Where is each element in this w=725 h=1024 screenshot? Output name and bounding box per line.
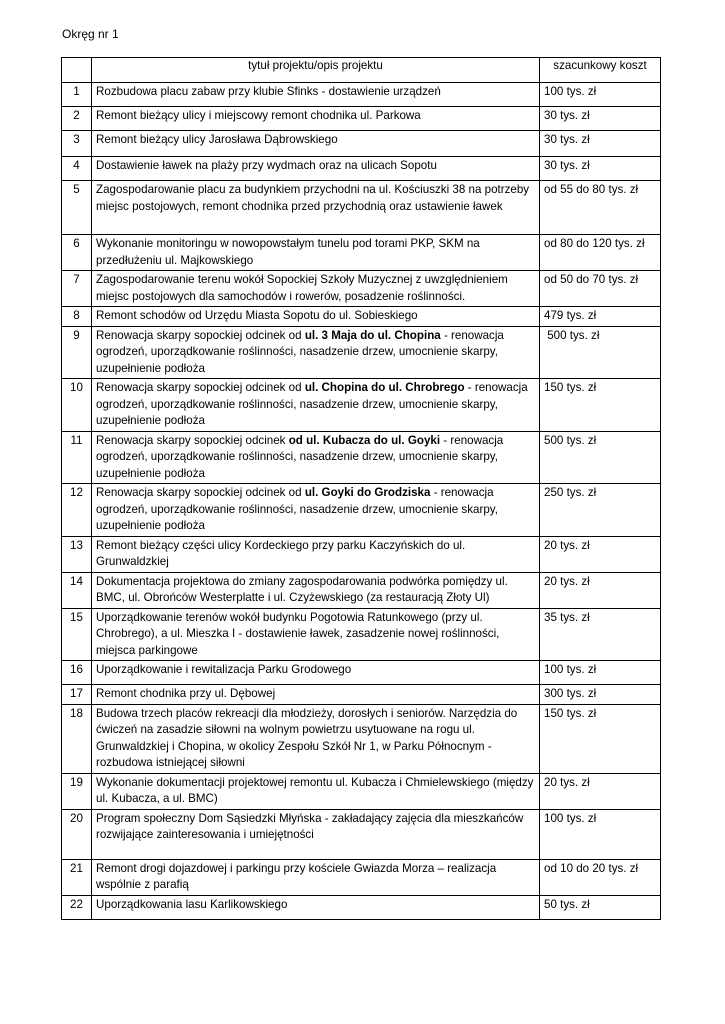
row-cost: 100 tys. zł [540, 809, 661, 859]
row-number: 3 [62, 131, 92, 157]
row-number: 21 [62, 859, 92, 895]
row-cost: 50 tys. zł [540, 895, 661, 919]
header-cost: szacunkowy koszt [540, 58, 661, 83]
row-number: 7 [62, 271, 92, 307]
table-row [62, 131, 661, 157]
row-description [92, 685, 540, 705]
table-row [62, 157, 661, 181]
table-row [62, 608, 661, 661]
table-row [62, 107, 661, 131]
row-number: 12 [62, 484, 92, 537]
description-segment: Program społeczny Dom Sąsiedzki Młyńska - zakładający zajęcia dla mieszkańców rozwijające zainteresowania i umiejętności [96, 811, 524, 841]
row-description [92, 895, 540, 919]
row-number: 8 [62, 307, 92, 327]
description-bold-segment: ul. 3 Maja do ul. Chopina [304, 328, 441, 342]
table-row [62, 859, 661, 895]
table-row [62, 685, 661, 705]
row-cost: 20 tys. zł [540, 572, 661, 608]
description-segment: Remont drogi dojazdowej i parkingu przy kościele Gwiazda Morza – realizacja wspólnie z parafią [96, 861, 497, 891]
row-cost: od 10 do 20 tys. zł [540, 859, 661, 895]
row-cost: 20 tys. zł [540, 773, 661, 809]
table-row [62, 773, 661, 809]
row-cost: 479 tys. zł [540, 307, 661, 327]
description-bold-segment: ul. Chopina do ul. Chrobrego [304, 381, 465, 394]
row-cost: od 50 do 70 tys. zł [540, 271, 661, 307]
description-segment: Zagospodarowanie terenu wokół Sopockiej Szkoły Muzycznej z uwzględnieniem miejsc postojowych dla samochodów i rowerów, posadzenie roślinności. [96, 273, 508, 303]
page-heading: Okręg nr 1 [62, 27, 119, 41]
row-cost: 100 tys. zł [540, 661, 661, 685]
description-segment: Uporządkowanie i rewitalizacja Parku Grodowego [96, 663, 352, 676]
header-description: tytuł projektu/opis projektu [92, 58, 540, 83]
description-segment: - renowacja ogrodzeń, uporządkowanie roślinności, nasadzenie drzew, umocnienie skarpy, uzupełnienie podłoża [96, 433, 504, 480]
table-row [62, 484, 661, 537]
row-number: 10 [62, 379, 92, 432]
row-number: 20 [62, 809, 92, 859]
description-segment: Uporządkowanie terenów wokół budynku Pogotowia Ratunkowego (przy ul. Chrobrego), a ul. Mieszka I - dostawienie ławek, zasadzenie nowej roślinności, miejsca parkingowe [96, 610, 500, 657]
row-number: 19 [62, 773, 92, 809]
row-number: 13 [62, 536, 92, 572]
description-segment: Rozbudowa placu zabaw przy klubie Sfinks - dostawienie urządzeń [96, 85, 441, 98]
row-cost: 30 tys. zł [540, 131, 661, 157]
row-number: 17 [62, 685, 92, 705]
row-number: 2 [62, 107, 92, 131]
table-row [62, 809, 661, 859]
description-segment: Zagospodarowanie placu za budynkiem przychodni na ul. Kościuszki 38 na potrzeby miejsc postojowych, remont chodnika przed przychodnią oraz ustawienie ławek [96, 183, 530, 213]
projects-table [61, 57, 661, 920]
table-row [62, 307, 661, 327]
description-segment: Renowacja skarpy sopockiej odcinek od [96, 328, 305, 342]
table-row [62, 83, 661, 107]
table-header-row [62, 58, 661, 83]
description-bold-segment: ul. Goyki do Grodziska [304, 486, 431, 499]
header-number [62, 58, 92, 83]
table-body [62, 83, 661, 920]
row-description [92, 307, 540, 327]
table-row [62, 326, 661, 379]
table-row [62, 235, 661, 271]
row-description [92, 271, 540, 307]
row-cost: 30 tys. zł [540, 157, 661, 181]
description-segment: - renowacja ogrodzeń, uporządkowanie roślinności, nasadzenie drzew, umocnienie skarpy, uzupełnienie podłoża [96, 328, 504, 375]
table-row [62, 536, 661, 572]
row-description [92, 181, 540, 235]
row-number: 4 [62, 157, 92, 181]
row-cost: 150 tys. zł [540, 379, 661, 432]
table-row [62, 271, 661, 307]
row-description [92, 131, 540, 157]
description-segment: Remont bieżący części ulicy Kordeckiego przy parku Kaczyńskich do ul. Grunwaldzkiej [96, 538, 466, 568]
row-cost: 500 tys. zł [540, 326, 661, 379]
row-description [92, 773, 540, 809]
row-number: 11 [62, 431, 92, 484]
row-cost: od 80 do 120 tys. zł [540, 235, 661, 271]
description-segment: Remont bieżący ulicy i miejscowy remont chodnika ul. Parkowa [96, 109, 421, 122]
row-description [92, 536, 540, 572]
row-number: 1 [62, 83, 92, 107]
row-number: 15 [62, 608, 92, 661]
description-segment: - renowacja ogrodzeń, uporządkowanie roślinności, nasadzenie drzew, umocnienie skarpy, uzupełnienie podłoża [96, 486, 498, 532]
row-description [92, 326, 540, 379]
row-cost: 100 tys. zł [540, 83, 661, 107]
description-segment: Uporządkowania lasu Karlikowskiego [96, 897, 288, 911]
row-description [92, 859, 540, 895]
description-segment: Dokumentacja projektowa do zmiany zagospodarowania podwórka pomiędzy ul. BMC, ul. Obrońców Westerplatte i ul. Czyżewskiego (za restauracją Złoty Ul) [96, 574, 508, 604]
row-number: 6 [62, 235, 92, 271]
row-description [92, 608, 540, 661]
row-description [92, 661, 540, 685]
row-description [92, 157, 540, 181]
row-cost: 30 tys. zł [540, 107, 661, 131]
row-number: 18 [62, 704, 92, 773]
row-cost: od 55 do 80 tys. zł [540, 181, 661, 235]
row-description [92, 572, 540, 608]
table-row [62, 704, 661, 773]
description-segment: Renowacja skarpy sopockiej odcinek od [96, 486, 305, 499]
table-row [62, 181, 661, 235]
row-cost: 250 tys. zł [540, 484, 661, 537]
description-bold-segment: od ul. Kubacza do ul. Goyki [288, 433, 441, 447]
row-cost: 35 tys. zł [540, 608, 661, 661]
row-cost: 500 tys. zł [540, 431, 661, 484]
row-number: 9 [62, 326, 92, 379]
row-description [92, 83, 540, 107]
description-segment: Wykonanie dokumentacji projektowej remontu ul. Kubacza i Chmielewskiego (między ul. Kubacza, a ul. BMC) [96, 775, 534, 805]
row-number: 16 [62, 661, 92, 685]
row-cost: 20 tys. zł [540, 536, 661, 572]
row-description [92, 484, 540, 537]
description-segment: Remont schodów od Urzędu Miasta Sopotu do ul. Sobieskiego [96, 309, 418, 322]
description-segment: Wykonanie monitoringu w nowopowstałym tunelu pod torami PKP, SKM na przedłużeniu ul. Majkowskiego [96, 237, 480, 267]
row-cost: 150 tys. zł [540, 704, 661, 773]
description-segment: Renowacja skarpy sopockiej odcinek [96, 433, 289, 447]
row-number: 14 [62, 572, 92, 608]
row-description [92, 235, 540, 271]
row-description [92, 431, 540, 484]
row-description [92, 809, 540, 859]
description-segment: Dostawienie ławek na plaży przy wydmach oraz na ulicach Sopotu [96, 159, 437, 172]
row-description [92, 379, 540, 432]
table-row [62, 572, 661, 608]
description-segment: - renowacja ogrodzeń, uporządkowanie roślinności, nasadzenie drzew, umocnienie skarpy, uzupełnienie podłoża [96, 381, 528, 427]
table-row [62, 661, 661, 685]
row-description [92, 107, 540, 131]
table-row [62, 895, 661, 919]
description-segment: Remont bieżący ulicy Jarosława Dąbrowskiego [96, 133, 338, 146]
row-number: 22 [62, 895, 92, 919]
description-segment: Remont chodnika przy ul. Dębowej [96, 687, 276, 700]
description-segment: Renowacja skarpy sopockiej odcinek od [96, 381, 305, 394]
description-segment: Budowa trzech placów rekreacji dla młodzieży, dorosłych i seniorów. Narzędzia do ćwiczeń na zasadzie siłowni na wolnym powietrzu usytuowane na rogu ul. Grunwaldzkiej i Chopina, w okolicy Zespołu Szkół Nr 1, w Parku Północnym - rozbudowa istniejącej siłowni [96, 706, 518, 769]
row-description [92, 704, 540, 773]
table-row [62, 431, 661, 484]
row-cost: 300 tys. zł [540, 685, 661, 705]
row-number: 5 [62, 181, 92, 235]
table-row [62, 379, 661, 432]
